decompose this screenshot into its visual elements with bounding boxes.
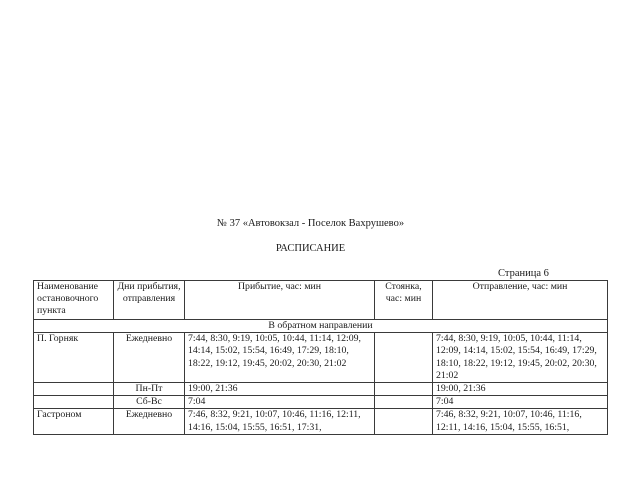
route-title: № 37 «Автовокзал - Поселок Вахрушево» bbox=[216, 218, 405, 229]
stop-name-cell bbox=[34, 396, 114, 409]
departure-cell: 7:04 bbox=[433, 396, 608, 409]
direction-label: В обратном направлении bbox=[34, 320, 608, 333]
days-cell: Ежедневно bbox=[114, 409, 185, 434]
schedule-table bbox=[33, 280, 608, 435]
stay-cell bbox=[375, 383, 433, 396]
arrival-cell: 19:00, 21:36 bbox=[185, 383, 375, 396]
days-cell: Пн-Пт bbox=[114, 383, 185, 396]
departure-cell: 19:00, 21:36 bbox=[433, 383, 608, 396]
stay-cell bbox=[375, 396, 433, 409]
days-cell: Ежедневно bbox=[114, 333, 185, 383]
stop-name-cell bbox=[34, 383, 114, 396]
departure-cell: 7:46, 8:32, 9:21, 10:07, 10:46, 11:16, 12:11, 14:16, 15:04, 15:55, 16:51, bbox=[433, 409, 608, 434]
header-arrival: Прибытие, час: мин bbox=[185, 281, 375, 320]
header-stop-name: Наименование остановочного пункта bbox=[34, 281, 114, 320]
header-departure: Отправление, час: мин bbox=[433, 281, 608, 320]
stop-name-cell: П. Горняк bbox=[34, 333, 114, 383]
table-header-row bbox=[34, 281, 608, 320]
table-row bbox=[34, 409, 608, 434]
direction-row bbox=[34, 320, 608, 333]
header-days: Дни прибытия, отправления bbox=[114, 281, 185, 320]
stop-name-cell: Гастроном bbox=[34, 409, 114, 434]
arrival-cell: 7:44, 8:30, 9:19, 10:05, 10:44, 11:14, 12:09, 14:14, 15:02, 15:54, 16:49, 17:29, 18:10, 18:22, 19:12, 19:45, 20:02, 20:30, 21:02 bbox=[185, 333, 375, 383]
document-heading: РАСПИСАНИЕ bbox=[275, 243, 346, 254]
arrival-cell: 7:04 bbox=[185, 396, 375, 409]
table-row bbox=[34, 383, 608, 396]
arrival-cell: 7:46, 8:32, 9:21, 10:07, 10:46, 11:16, 12:11, 14:16, 15:04, 15:55, 16:51, 17:31, bbox=[185, 409, 375, 434]
stay-cell bbox=[375, 409, 433, 434]
table-row bbox=[34, 333, 608, 383]
stay-cell bbox=[375, 333, 433, 383]
table-row bbox=[34, 396, 608, 409]
page-number: Страница 6 bbox=[498, 268, 549, 279]
departure-cell: 7:44, 8:30, 9:19, 10:05, 10:44, 11:14, 12:09, 14:14, 15:02, 15:54, 16:49, 17:29, 18:10, 18:22, 19:12, 19:45, 20:02, 20:30, 21:02 bbox=[433, 333, 608, 383]
days-cell: Сб-Вс bbox=[114, 396, 185, 409]
header-stay: Стоянка, час: мин bbox=[375, 281, 433, 320]
